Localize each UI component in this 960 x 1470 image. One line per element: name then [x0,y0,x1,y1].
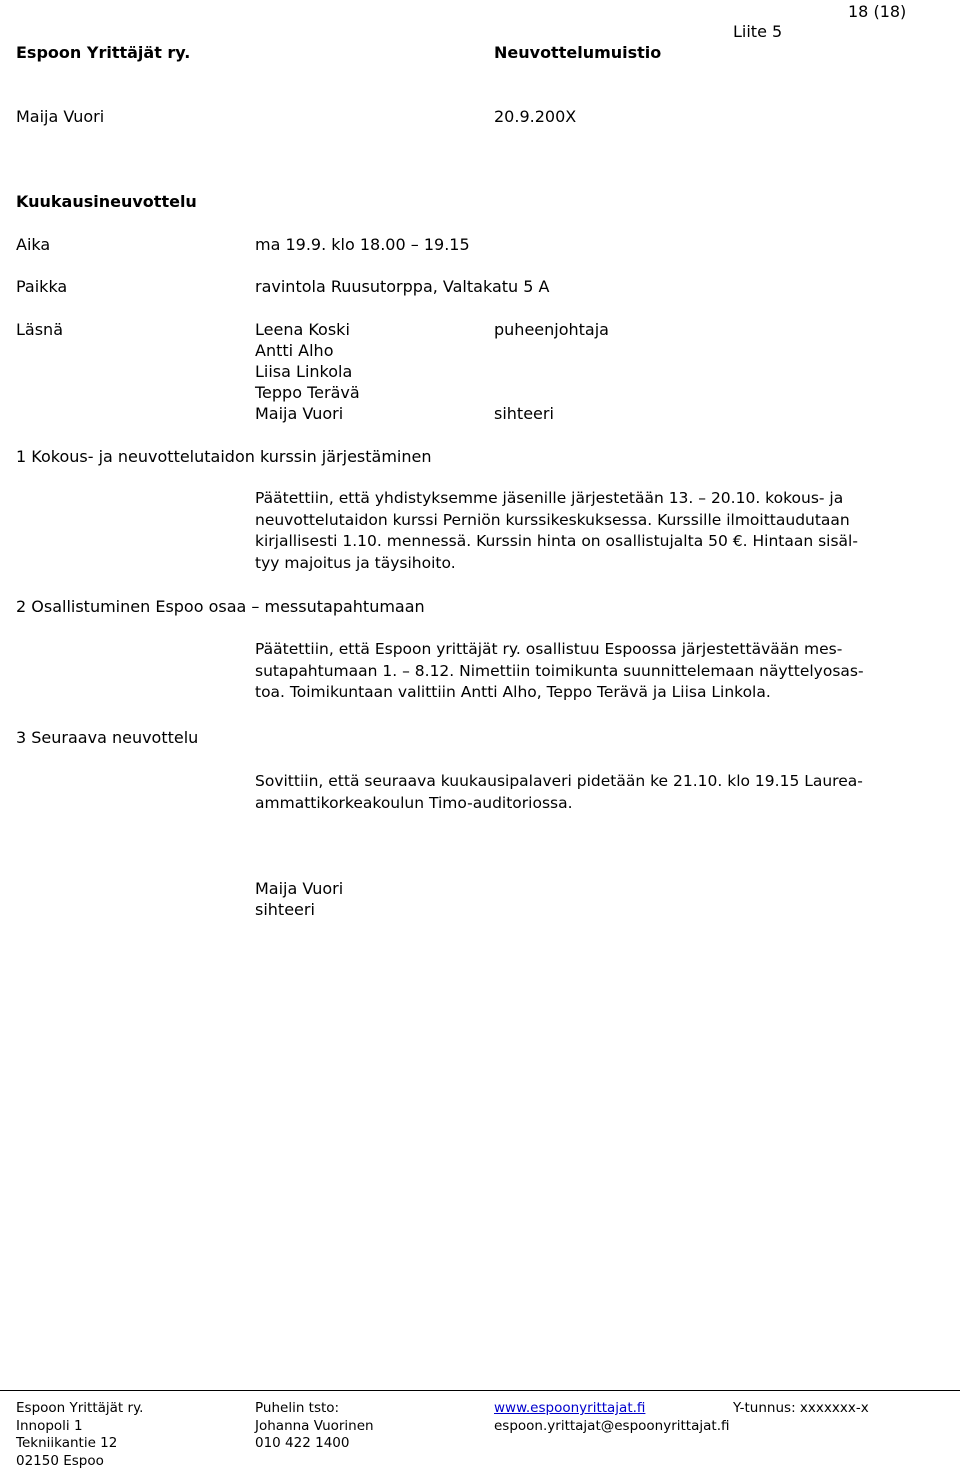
place-label: Paikka [16,277,68,296]
place-value: ravintola Ruusutorppa, Valtakatu 5 A [255,277,550,296]
item-line: Päätettiin, että Espoon yrittäjät ry. osallistuu Espoossa järjestettävään mes- [255,640,843,658]
document-type: Neuvottelumuistio [494,43,662,62]
organization-name: Espoon Yrittäjät ry. [16,43,191,62]
attendee-name: Maija Vuori [255,404,344,423]
attendee-role: puheenjohtaja [494,320,609,339]
signature-role: sihteeri [255,900,315,919]
attendee-name: Antti Alho [255,341,334,360]
footer-phone: 010 422 1400 [255,1435,350,1451]
footer-address [16,1400,143,1470]
item-body [255,639,905,704]
attendee-role: sihteeri [494,404,554,423]
footer-street: Innopoli 1 [16,1417,83,1434]
document-date: 20.9.200X [494,107,577,126]
present-label: Läsnä [16,320,63,339]
website-link[interactable]: www.espoonyrittajat.fi [494,1400,646,1416]
item-body [255,488,905,574]
attendee-name: Liisa Linkola [255,362,353,381]
footer-contact-name: Johanna Vuorinen [255,1417,374,1434]
attachment-label: Liite 5 [733,22,783,41]
author-name: Maija Vuori [16,107,105,126]
item-line: neuvottelutaidon kurssi Perniön kurssikeskuksessa. Kurssille ilmoittaudutaan [255,510,850,529]
item-line: ammattikorkeakoulun Timo-auditoriossa. [255,793,573,812]
item-heading: 1 Kokous- ja neuvottelutaidon kurssin järjestäminen [16,447,432,466]
footer-web [494,1400,730,1435]
footer-postal: 02150 Espoo [16,1452,104,1469]
business-id: Y-tunnus: xxxxxxx-x [733,1400,869,1416]
meeting-title: Kuukausineuvottelu [16,192,197,211]
signature-name: Maija Vuori [255,879,344,898]
item-heading: 3 Seuraava neuvottelu [16,728,199,747]
page-number: 18 (18) [848,2,907,21]
item-line: tyy majoitus ja täysihoito. [255,553,456,572]
footer-street: Tekniikantie 12 [16,1435,118,1451]
attendee-name: Teppo Terävä [255,383,360,402]
item-body [255,771,905,814]
item-line: toa. Toimikuntaan valittiin Antti Alho, Teppo Terävä ja Liisa Linkola. [255,683,771,701]
email-address[interactable]: espoon.yrittajat@espoonyrittajat.fi [494,1417,730,1434]
time-value: ma 19.9. klo 18.00 – 19.15 [255,235,470,254]
item-line: Sovittiin, että seuraava kuukausipalaveri pidetään ke 21.10. klo 19.15 Laurea- [255,772,863,790]
item-line: kirjallisesti 1.10. mennessä. Kurssin hinta on osallistujalta 50 €. Hintaan sisäl- [255,532,858,550]
footer-contact [255,1400,374,1453]
footer [0,1390,960,1470]
attendee-name: Leena Koski [255,320,350,339]
footer-business-id [733,1400,869,1418]
time-label: Aika [16,235,51,254]
item-line: Päätettiin, että yhdistyksemme jäsenille järjestetään 13. – 20.10. kokous- ja [255,489,844,507]
footer-org: Espoon Yrittäjät ry. [16,1400,144,1416]
item-heading: 2 Osallistuminen Espoo osaa – messutapahtumaan [16,597,425,616]
footer-phone-label: Puhelin tsto: [255,1400,340,1416]
item-line: sutapahtumaan 1. – 8.12. Nimettiin toimikunta suunnittelemaan näyttelyosas- [255,661,864,680]
